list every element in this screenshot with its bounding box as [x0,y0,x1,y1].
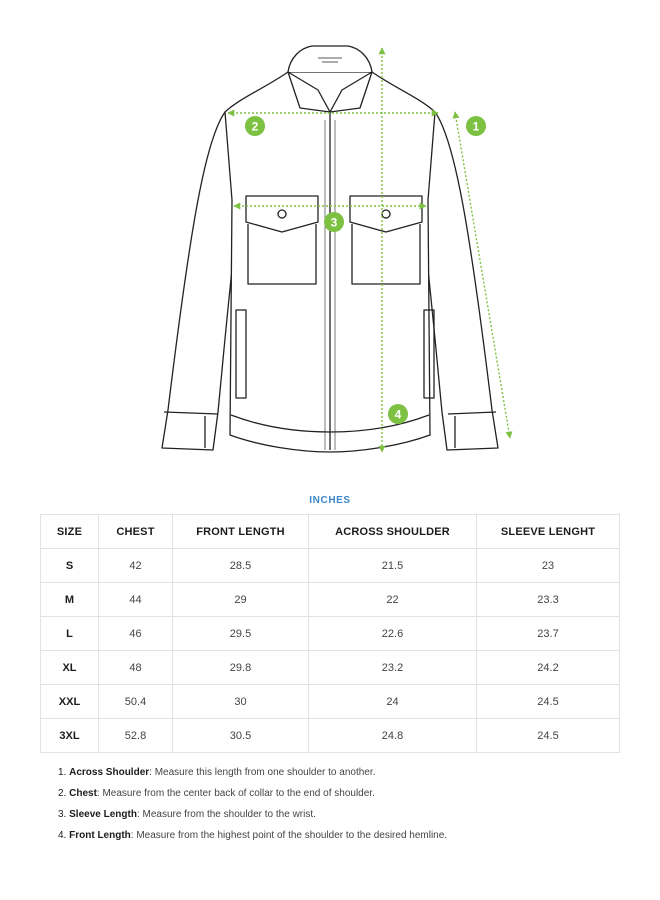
measurement-cell: 24.5 [477,685,620,719]
measurement-cell: 28.5 [173,549,309,583]
measurement-cell: 29.8 [173,651,309,685]
header-across-shoulder: ACROSS SHOULDER [309,515,477,549]
measurement-cell: 23 [477,549,620,583]
size-chart-table [40,514,620,753]
measurement-cell: 29 [173,583,309,617]
measurement-cell: 23.2 [309,651,477,685]
size-cell: XL [41,651,99,685]
table-header-row [41,515,620,549]
table-row [41,719,620,753]
svg-text:1: 1 [472,119,480,134]
table-row [41,583,620,617]
marker-3 [324,212,344,232]
table-row [41,685,620,719]
table-row [41,617,620,651]
measurement-cell: 30.5 [173,719,309,753]
svg-text:2: 2 [251,119,259,134]
svg-text:4: 4 [394,407,402,422]
measurement-cell: 22 [309,583,477,617]
note-item: 2. Chest: Measure from the center back of collar to the end of shoulder. [58,788,375,799]
note-item: 4. Front Length: Measure from the highest point of the shoulder to the desired hemline. [58,830,448,841]
measurement-cell: 21.5 [309,549,477,583]
header-chest: CHEST [99,515,173,549]
header-front-length: FRONT LENGTH [173,515,309,549]
measurement-cell: 48 [99,651,173,685]
size-cell: XXL [41,685,99,719]
measurement-cell: 44 [99,583,173,617]
measurement-notes [58,762,447,846]
measurement-cell: 23.7 [477,617,620,651]
note-item: 1. Across Shoulder: Measure this length from one shoulder to another. [58,767,376,778]
marker-1 [466,116,486,136]
measurement-cell: 23.3 [477,583,620,617]
measurement-cell: 42 [99,549,173,583]
measurement-cell: 24.8 [309,719,477,753]
marker-4 [388,404,408,424]
jacket-outline [162,46,498,452]
measurement-cell: 52.8 [99,719,173,753]
header-size: SIZE [41,515,99,549]
unit-label: INCHES [309,495,351,506]
marker-2 [245,116,265,136]
svg-text:3: 3 [330,215,338,230]
size-cell: 3XL [41,719,99,753]
measurement-cell: 24 [309,685,477,719]
measurement-cell: 30 [173,685,309,719]
measurement-cell: 50.4 [99,685,173,719]
size-cell: M [41,583,99,617]
measurement-cell: 24.2 [477,651,620,685]
size-cell: L [41,617,99,651]
measurement-cell: 22.6 [309,617,477,651]
table-row [41,651,620,685]
note-item: 3. Sleeve Length: Measure from the shoulder to the wrist. [58,809,316,820]
table-row [41,549,620,583]
measurement-cell: 29.5 [173,617,309,651]
measurement-cell: 24.5 [477,719,620,753]
header-sleeve-length: SLEEVE LENGHT [477,515,620,549]
measurement-cell: 46 [99,617,173,651]
size-cell: S [41,549,99,583]
